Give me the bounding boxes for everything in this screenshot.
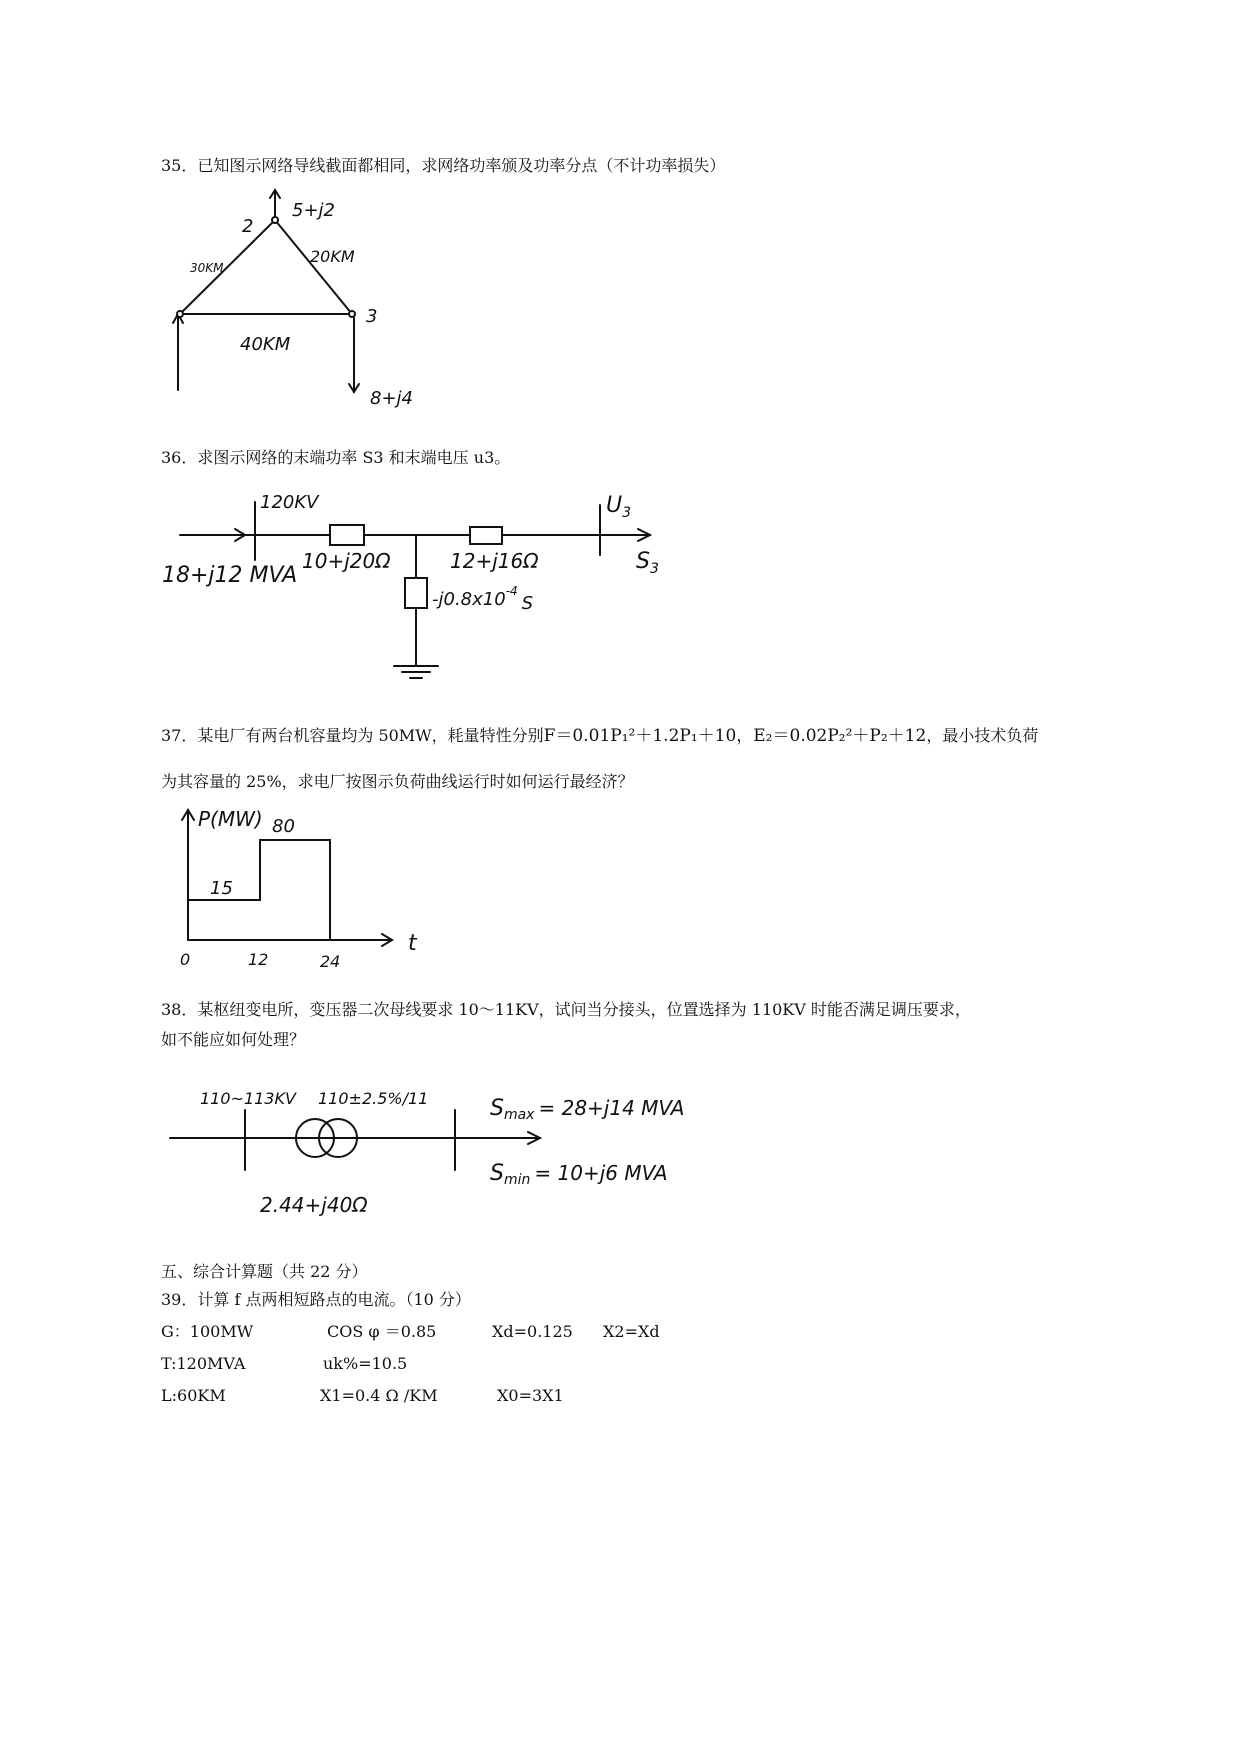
- q38-v-label: 110~113KV: [200, 1089, 296, 1108]
- q36-u3-label: $U_3$: [606, 493, 632, 521]
- q35-node3-label: 3: [366, 306, 378, 327]
- q35-len23-label: 20KM: [310, 247, 355, 266]
- q39-g-cos: COS φ ＝0.85: [327, 1322, 437, 1341]
- q36-y-label: $-j0.8x10^{-4}S$: [432, 584, 534, 614]
- q36-z1-label: 10+j20Ω: [302, 549, 391, 573]
- q38-smax-label: Smax = 28+j14 MVA: [490, 1096, 685, 1123]
- q38-line1: 38．某枢纽变电所，变压器二次母线要求 10～11KV，试问当分接头，位置选择为 110KV 时能否满足调压要求，: [161, 1000, 971, 1019]
- q38-smin-label: Smin = 10+j6 MVA: [490, 1161, 668, 1188]
- q35-text: 35．已知图示网络导线截面都相同，求网络功率颁及功率分点（不计功率损失）: [161, 156, 726, 175]
- q39-g-xd: Xd=0.125: [492, 1322, 573, 1341]
- q39-g-name: G：100MW: [161, 1322, 254, 1341]
- q37-formula: F＝0.01P₁²＋1.2P₁＋10，E₂＝0.02P₂²＋P₂＋12: [543, 726, 927, 746]
- q36-s1-label: 18+j12 MVA: [162, 563, 298, 588]
- q35-len13-label: 40KM: [240, 334, 291, 355]
- q38-figure: [170, 1090, 730, 1250]
- q37-line1: [161, 726, 1038, 746]
- q39-l-x0: X0=3X1: [497, 1386, 564, 1405]
- q36-figure: [162, 490, 700, 680]
- q37-line2: 为其容量的 25%，求电厂按图示负荷曲线运行时如何运行最经济？: [161, 772, 634, 791]
- q39-t-uk: uk%=10.5: [323, 1354, 408, 1373]
- q37-load-curve: [180, 807, 460, 980]
- q39-l-name: L:60KM: [161, 1386, 226, 1405]
- q35-figure: [180, 190, 480, 420]
- q37-x24-label: 24: [320, 952, 341, 971]
- q35-len12-label: 30KM: [190, 261, 224, 275]
- q36-z2-label: 12+j16Ω: [450, 549, 539, 573]
- q38-line2: 如不能应如何处理？: [161, 1030, 306, 1049]
- section5-title: 五、综合计算题（共 22 分）: [161, 1262, 368, 1281]
- q39-t-name: T:120MVA: [161, 1354, 246, 1373]
- q35-node2-label: 2: [242, 216, 254, 237]
- q37-high-label: 80: [272, 816, 295, 837]
- q37-ylabel: P(MW): [198, 807, 263, 831]
- q39-g-x2: X2=Xd: [603, 1322, 660, 1341]
- q36-s3-label: $S_3$: [636, 549, 659, 577]
- q37-x12-label: 12: [248, 950, 269, 969]
- q38-z-label: 2.44+j40Ω: [260, 1193, 368, 1217]
- q39-text: 39．计算 f 点两相短路点的电流。（10 分）: [161, 1290, 471, 1309]
- q38-ratio-label: 110±2.5%/11: [318, 1089, 429, 1108]
- q35-load2-label: 5+j2: [292, 200, 335, 221]
- q37-line1-post: ，最小技术负荷: [926, 726, 1039, 745]
- q37-x0-label: 0: [180, 950, 191, 969]
- q36-v1-label: 120KV: [260, 492, 319, 513]
- q37-line1-pre: 37．某电厂有两台机容量均为 50MW，耗量特性分别: [161, 726, 544, 745]
- q36-text: 36．求图示网络的末端功率 S3 和末端电压 u3。: [161, 448, 511, 467]
- q37-xlabel: t: [408, 931, 417, 956]
- q37-low-label: 15: [210, 878, 233, 899]
- q39-l-x1: X1=0.4 Ω /KM: [320, 1386, 438, 1405]
- q35-load3-label: 8+j4: [370, 388, 413, 409]
